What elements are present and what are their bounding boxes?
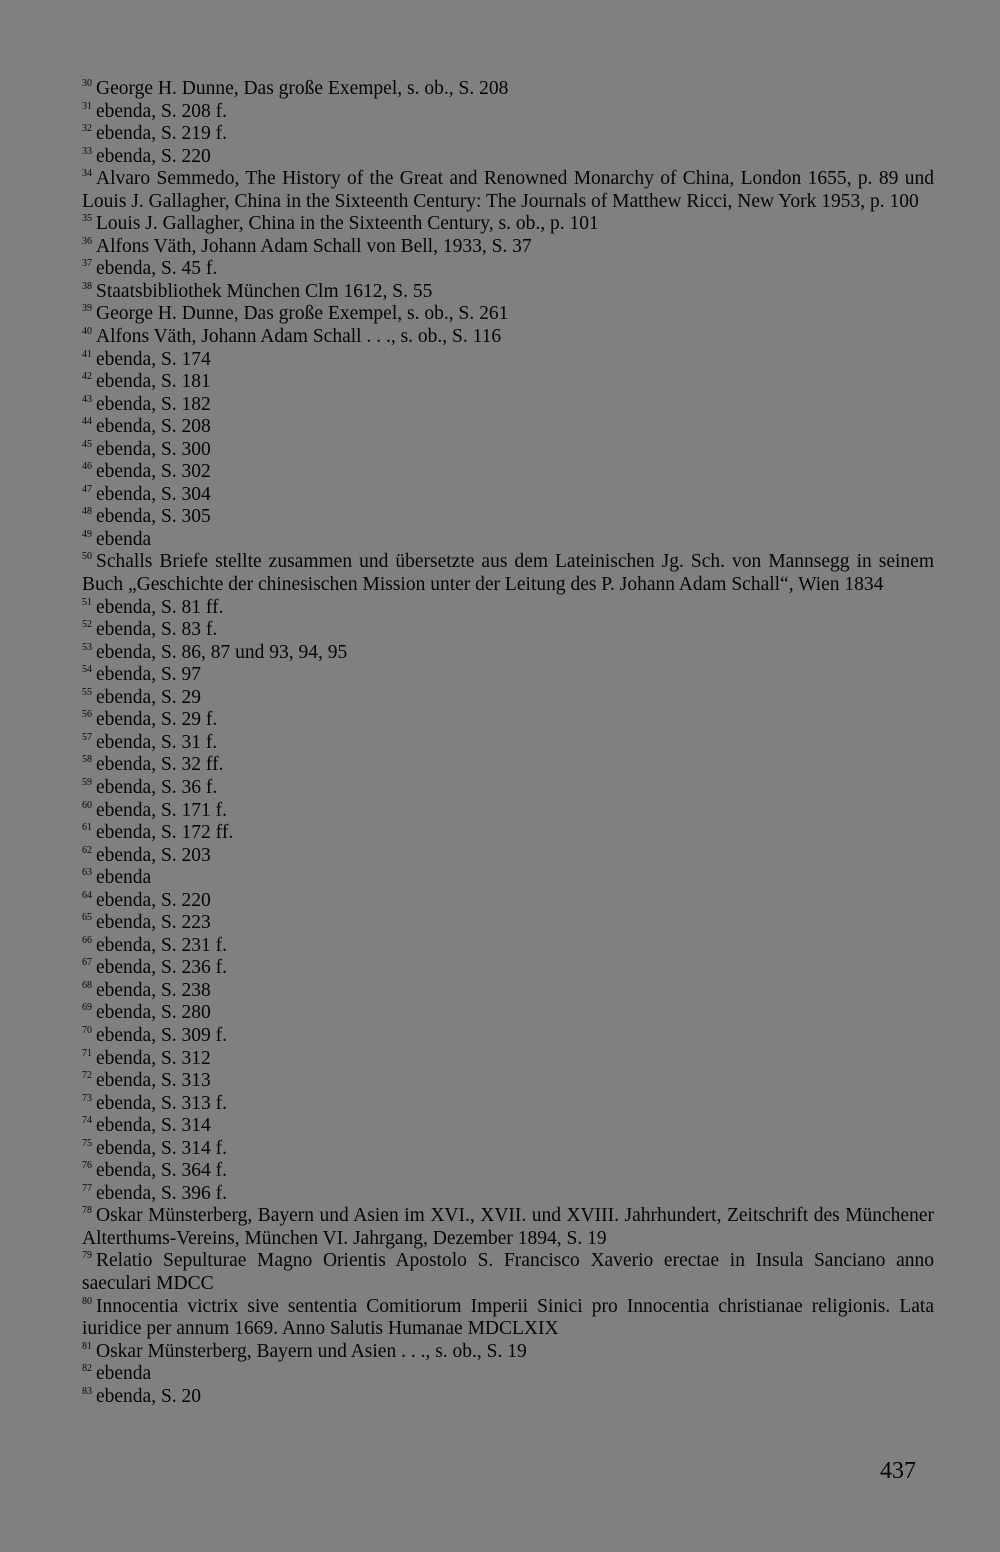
endnote-text: ebenda, S. 305 <box>96 506 211 528</box>
endnote-text: ebenda, S. 45 f. <box>96 258 218 280</box>
endnote-text: ebenda, S. 309 f. <box>96 1024 228 1046</box>
endnote-number: 58 <box>82 754 92 766</box>
endnote <box>82 168 934 213</box>
endnote-number: 39 <box>82 303 92 315</box>
endnote-text: ebenda, S. 172 ff. <box>96 822 234 844</box>
endnote-text: ebenda, S. 396 f. <box>96 1182 228 1204</box>
endnote <box>82 101 934 124</box>
endnote-text: Staatsbibliothek München Clm 1612, S. 55 <box>96 280 433 302</box>
endnote <box>82 777 934 800</box>
endnote-number: 53 <box>82 641 92 653</box>
endnote-number: 66 <box>82 934 92 946</box>
endnote-number: 33 <box>82 145 92 157</box>
endnote-number: 44 <box>82 416 92 428</box>
endnote-text: ebenda, S. 86, 87 und 93, 94, 95 <box>96 641 348 663</box>
endnote <box>82 1363 934 1386</box>
endnote-text: ebenda, S. 208 f. <box>96 100 228 122</box>
endnote-number: 65 <box>82 912 92 924</box>
endnote <box>82 1025 934 1048</box>
endnote <box>82 529 934 552</box>
endnote-number: 50 <box>82 551 92 563</box>
endnote-text: ebenda, S. 300 <box>96 438 211 460</box>
endnote-text: ebenda, S. 236 f. <box>96 957 228 979</box>
endnote-number: 80 <box>82 1295 92 1307</box>
endnote <box>82 619 934 642</box>
endnote-number: 78 <box>82 1205 92 1217</box>
endnote-text: ebenda, S. 174 <box>96 348 211 370</box>
endnote-text: Oskar Münsterberg, Bayern und Asien im XVI., XVII. und XVIII. Jahrhundert, Zeitschrift des Münchener Alterthums-Vereins, München VI. Jahrgang, Dezember 1894, S. 19 <box>82 1205 934 1249</box>
endnote-number: 67 <box>82 957 92 969</box>
endnote-text: Schalls Briefe stellte zusammen und übersetzte aus dem Lateinischen Jg. Sch. von Mannsegg in seinem Buch „Geschichte der chinesischen Mission unter der Leitung des P. Johann Adam Schall“, Wien 1834 <box>82 551 934 596</box>
endnote-text: ebenda <box>96 1363 152 1385</box>
endnote-number: 63 <box>82 867 92 879</box>
endnote-number: 46 <box>82 461 92 473</box>
endnote <box>82 1070 934 1093</box>
endnote <box>82 1250 934 1295</box>
endnote-text: Alfons Väth, Johann Adam Schall . . ., s. ob., S. 116 <box>96 326 502 348</box>
endnote-number: 37 <box>82 258 92 270</box>
endnote-number: 51 <box>82 596 92 608</box>
endnote-text: ebenda, S. 20 <box>96 1385 202 1407</box>
endnote <box>82 258 934 281</box>
endnote-text: Louis J. Gallagher, China in the Sixteenth Century, s. ob., p. 101 <box>96 213 599 235</box>
endnote <box>82 371 934 394</box>
endnote <box>82 78 934 101</box>
endnote-number: 62 <box>82 844 92 856</box>
endnote-number: 71 <box>82 1047 92 1059</box>
endnote-text: ebenda, S. 304 <box>96 483 211 505</box>
endnote <box>82 551 934 596</box>
endnote <box>82 439 934 462</box>
endnote-text: ebenda, S. 29 f. <box>96 709 218 731</box>
endnote-number: 70 <box>82 1024 92 1036</box>
endnote-number: 81 <box>82 1340 92 1352</box>
endnote-text: ebenda, S. 83 f. <box>96 619 218 641</box>
endnote <box>82 1160 934 1183</box>
endnote-text: ebenda, S. 313 f. <box>96 1092 228 1114</box>
endnote-number: 76 <box>82 1160 92 1172</box>
endnote-number: 43 <box>82 393 92 405</box>
endnote <box>82 1115 934 1138</box>
endnote-number: 45 <box>82 438 92 450</box>
endnote-text: ebenda, S. 314 <box>96 1115 211 1137</box>
endnote-number: 72 <box>82 1070 92 1082</box>
endnote <box>82 597 934 620</box>
endnote <box>82 461 934 484</box>
endnote <box>82 1002 934 1025</box>
endnote-text: ebenda, S. 231 f. <box>96 934 228 956</box>
endnote <box>82 281 934 304</box>
endnote-number: 34 <box>82 168 92 180</box>
endnote-text: ebenda, S. 97 <box>96 664 202 686</box>
endnote-number: 54 <box>82 664 92 676</box>
endnote-text: Alfons Väth, Johann Adam Schall von Bell, 1933, S. 37 <box>96 235 532 257</box>
endnote-number: 55 <box>82 686 92 698</box>
endnote-text: Innocentia victrix sive sententia Comitiorum Imperii Sinici pro Innocentia christianae religionis. Lata iuridice per annum 1669. Anno Salutis Humanae MDCLXIX <box>82 1295 934 1340</box>
endnote-text: ebenda, S. 302 <box>96 461 211 483</box>
endnote-number: 68 <box>82 979 92 991</box>
endnote <box>82 1048 934 1071</box>
endnote-text: ebenda, S. 219 f. <box>96 123 228 145</box>
endnote-text: ebenda, S. 314 f. <box>96 1137 228 1159</box>
endnote-number: 82 <box>82 1363 92 1375</box>
endnote <box>82 213 934 236</box>
endnote-number: 56 <box>82 709 92 721</box>
endnote <box>82 935 934 958</box>
endnote-number: 49 <box>82 528 92 540</box>
endnote-number: 32 <box>82 123 92 135</box>
endnote-number: 42 <box>82 371 92 383</box>
endnote-text: George H. Dunne, Das große Exempel, s. ob., S. 261 <box>96 303 509 325</box>
endnote-number: 60 <box>82 799 92 811</box>
endnote-text: ebenda, S. 29 <box>96 686 202 708</box>
endnote-number: 69 <box>82 1002 92 1014</box>
endnote-number: 83 <box>82 1385 92 1397</box>
endnote <box>82 484 934 507</box>
endnote <box>82 845 934 868</box>
endnote-number: 75 <box>82 1137 92 1149</box>
endnote <box>82 123 934 146</box>
endnote-text: ebenda, S. 171 f. <box>96 799 228 821</box>
endnote <box>82 1341 934 1364</box>
endnote <box>82 687 934 710</box>
endnote-text: ebenda, S. 81 ff. <box>96 596 224 618</box>
endnote-number: 38 <box>82 280 92 292</box>
endnote <box>82 326 934 349</box>
endnote <box>82 349 934 372</box>
endnote <box>82 236 934 259</box>
endnote-text: ebenda, S. 32 ff. <box>96 754 224 776</box>
endnote-text: ebenda, S. 364 f. <box>96 1160 228 1182</box>
endnote-text: ebenda <box>96 867 152 889</box>
endnote <box>82 912 934 935</box>
endnote-text: ebenda, S. 31 f. <box>96 731 218 753</box>
endnote <box>82 1296 934 1341</box>
endnote <box>82 1386 934 1409</box>
endnote-number: 64 <box>82 889 92 901</box>
endnote-number: 36 <box>82 235 92 247</box>
endnote <box>82 1205 934 1250</box>
endnote-text: ebenda, S. 203 <box>96 844 211 866</box>
endnotes-list <box>82 78 934 1408</box>
endnote <box>82 664 934 687</box>
endnote-number: 35 <box>82 213 92 225</box>
endnote-text: Alvaro Semmedo, The History of the Great and Renowned Monarchy of China, London 1655, p. 89 und Louis J. Gallagher, China in the Sixteenth Century: The Journals of Matthew Ricci, New York 1953, p. 100 <box>82 168 934 212</box>
endnote-text: Relatio Sepulturae Magno Orientis Apostolo S. Francisco Xaverio erectae in Insula Sanciano anno saeculari MDCC <box>82 1250 934 1294</box>
endnote <box>82 146 934 169</box>
endnote-text: ebenda, S. 36 f. <box>96 776 218 798</box>
endnote-number: 30 <box>82 78 92 89</box>
endnote <box>82 890 934 913</box>
endnote <box>82 822 934 845</box>
endnote-text: ebenda <box>96 528 152 550</box>
endnote-number: 48 <box>82 506 92 518</box>
endnote-number: 41 <box>82 348 92 360</box>
endnote-number: 40 <box>82 326 92 338</box>
endnote-text: ebenda, S. 182 <box>96 393 211 415</box>
endnote-number: 74 <box>82 1115 92 1127</box>
endnote-text: ebenda, S. 220 <box>96 889 211 911</box>
endnote-number: 77 <box>82 1182 92 1194</box>
endnote-text: ebenda, S. 313 <box>96 1070 211 1092</box>
endnote-number: 73 <box>82 1092 92 1104</box>
endnote <box>82 642 934 665</box>
endnote <box>82 506 934 529</box>
endnote-number: 31 <box>82 100 92 112</box>
endnote-number: 52 <box>82 619 92 631</box>
page-number: 437 <box>880 1458 916 1484</box>
endnote-number: 59 <box>82 776 92 788</box>
endnote-number: 79 <box>82 1250 92 1262</box>
endnote-number: 57 <box>82 731 92 743</box>
endnote <box>82 980 934 1003</box>
endnote-text: ebenda, S. 280 <box>96 1002 211 1024</box>
endnote <box>82 754 934 777</box>
endnote <box>82 303 934 326</box>
endnote <box>82 394 934 417</box>
endnote-text: ebenda, S. 208 <box>96 416 211 438</box>
endnote <box>82 957 934 980</box>
endnote <box>82 800 934 823</box>
endnote-number: 47 <box>82 483 92 495</box>
endnote-text: ebenda, S. 223 <box>96 912 211 934</box>
endnote-text: ebenda, S. 181 <box>96 371 211 393</box>
endnote <box>82 709 934 732</box>
endnote-text: George H. Dunne, Das große Exempel, s. ob., S. 208 <box>96 78 509 99</box>
endnote-number: 61 <box>82 822 92 834</box>
endnote <box>82 867 934 890</box>
endnote-text: ebenda, S. 312 <box>96 1047 211 1069</box>
endnote-text: ebenda, S. 238 <box>96 979 211 1001</box>
endnote-text: ebenda, S. 220 <box>96 145 211 167</box>
endnote <box>82 416 934 439</box>
endnote <box>82 732 934 755</box>
endnote <box>82 1093 934 1116</box>
endnote <box>82 1183 934 1206</box>
endnote-text: Oskar Münsterberg, Bayern und Asien . . ., s. ob., S. 19 <box>96 1340 527 1362</box>
endnote <box>82 1138 934 1161</box>
